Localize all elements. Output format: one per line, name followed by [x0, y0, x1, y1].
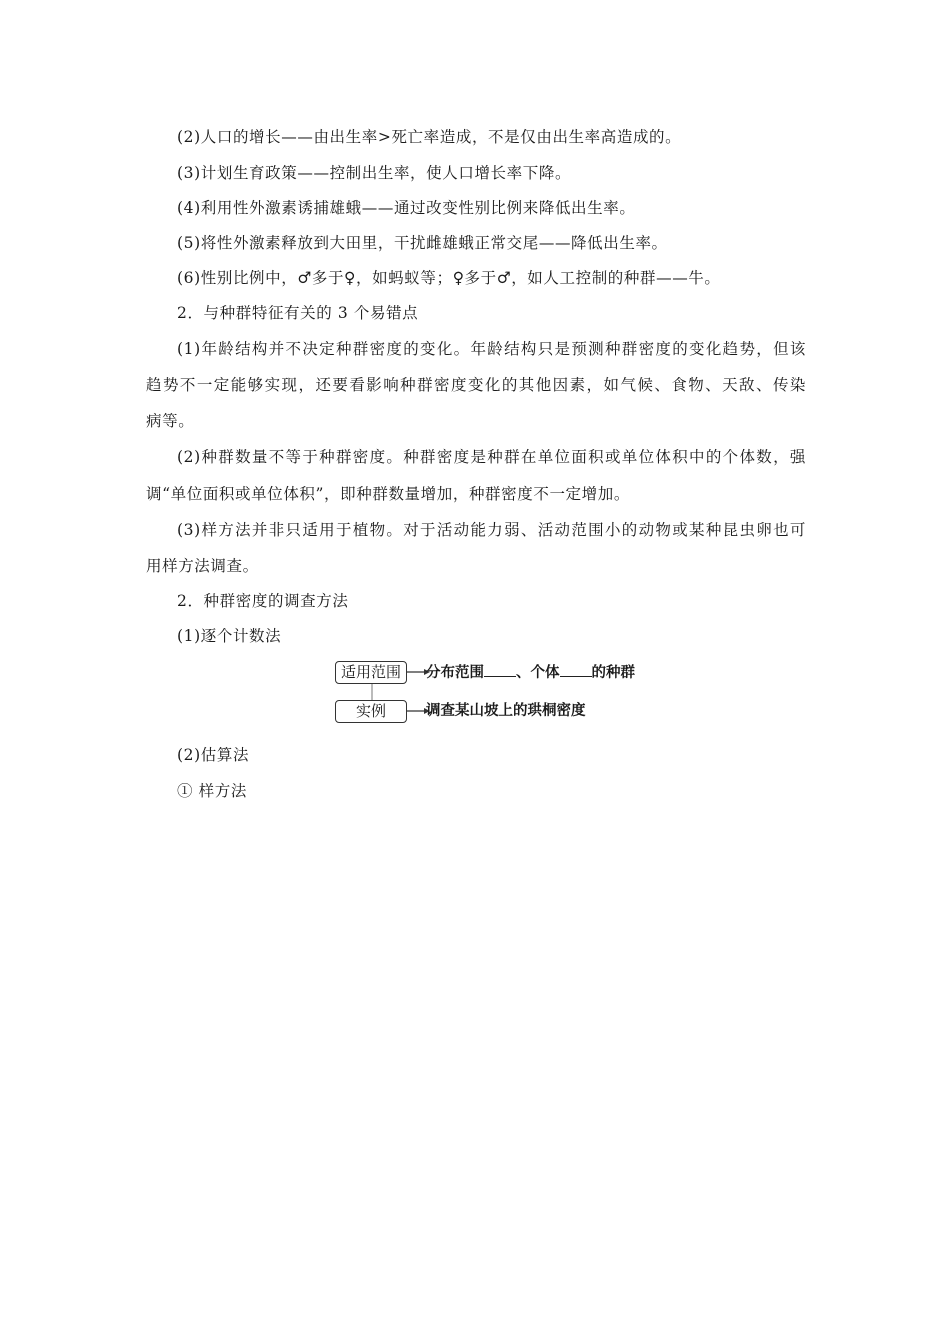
text-line-family-planning: (3)计划生育政策——控制出生率，使人口增长率下降。: [177, 164, 572, 182]
paragraph-population-density-line1: (2)种群数量不等于种群密度。种群密度是种群在单位面积或单位体积中的个体数，强: [177, 448, 806, 466]
subheading-estimation-method: (2)估算法: [177, 746, 250, 764]
paragraph-age-structure-line3: 病等。: [146, 412, 195, 430]
section-heading-survey-methods: 2．种群密度的调查方法: [177, 592, 349, 610]
diagram-scope-text: [426, 662, 635, 683]
count-method-diagram: [334, 660, 664, 724]
paragraph-age-structure-line2: 趋势不一定能够实现，还要看影响种群密度变化的其他因素，如气候、食物、天敌、传染: [146, 376, 806, 394]
scope-text-part3: 的种群: [591, 664, 635, 681]
text-line-sex-ratio: (6)性别比例中，♂多于♀，如蚂蚁等；♀多于♂，如人工控制的种群——牛。: [177, 269, 721, 287]
section-heading-error-points: 2．与种群特征有关的 3 个易错点: [177, 304, 419, 322]
box-example: 实例: [335, 700, 407, 723]
text-line-pheromone-release: (5)将性外激素释放到大田里，干扰雌雄蛾正常交尾——降低出生率。: [177, 234, 668, 252]
paragraph-population-density-line2: 调“单位面积或单位体积”，即种群数量增加，种群密度不一定增加。: [146, 485, 630, 503]
fill-blank-1: [484, 662, 516, 677]
text-line-pheromone-trap: (4)利用性外激素诱捕雄蛾——通过改变性别比例来降低出生率。: [177, 199, 636, 217]
subheading-count-method: (1)逐个计数法: [177, 627, 282, 645]
diagram-example-text: 调查某山坡上的珙桐密度: [426, 702, 586, 719]
box-applicable-scope: 适用范围: [335, 661, 407, 684]
scope-text-part2: 、个体: [516, 664, 560, 681]
paragraph-quadrat-method-line1: (3)样方法并非只适用于植物。对于活动能力弱、活动范围小的动物或某种昆虫卵也可: [177, 521, 806, 539]
scope-text-part1: 分布范围: [426, 664, 484, 681]
subheading-quadrat-method: ① 样方法: [177, 782, 247, 800]
text-line-population-growth: (2)人口的增长——由出生率>死亡率造成，不是仅由出生率高造成的。: [177, 128, 682, 146]
fill-blank-2: [560, 662, 592, 677]
paragraph-quadrat-method-line2: 用样方法调查。: [146, 557, 259, 575]
paragraph-age-structure-line1: (1)年龄结构并不决定种群密度的变化。年龄结构只是预测种群密度的变化趋势，但该: [177, 340, 806, 358]
